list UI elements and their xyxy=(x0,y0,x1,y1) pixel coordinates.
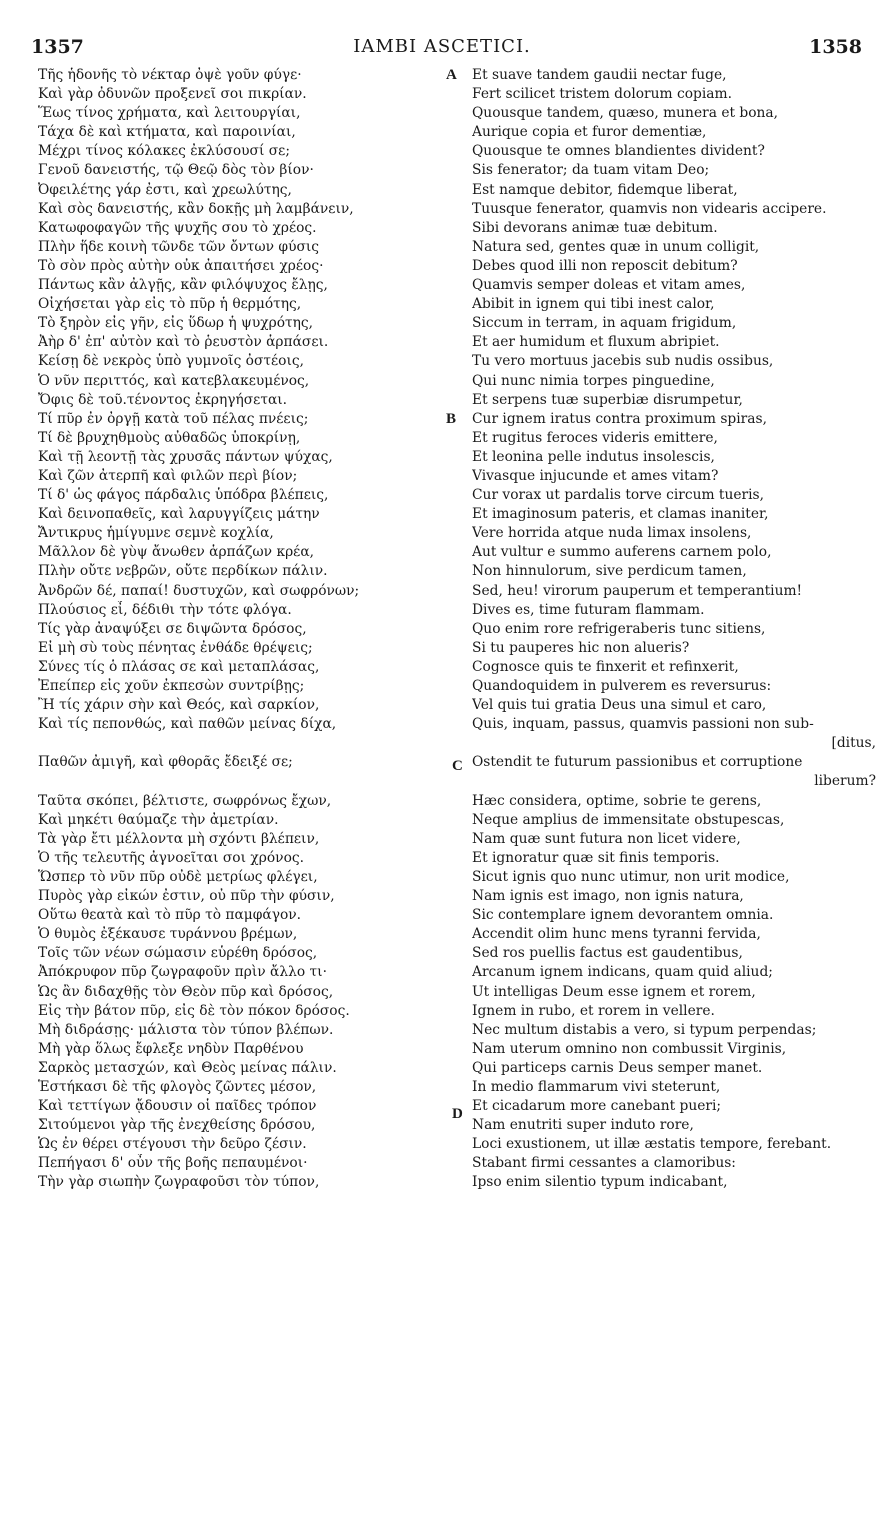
greek-verse-line: Τί δὲ βρυχηθμοὺς αὐθαδῶς ὑποκρίνῃ, xyxy=(38,429,301,446)
greek-verse-line: Ἀπόκρυφον πῦρ ζωγραφοῦν πρὶν ἄλλο τι· xyxy=(38,964,327,981)
section-marker-a: A xyxy=(446,67,457,83)
latin-verse-line: Sic contemplare ignem devorantem omnia. xyxy=(472,907,774,924)
latin-verse-line: Natura sed, gentes quæ in unum colligit, xyxy=(472,238,760,255)
greek-verse-line: Πλὴν οὔτε νεβρῶν, οὔτε περδίκων πάλιν. xyxy=(38,563,328,580)
greek-verse-line: Τίς γὰρ ἀναψύξει σε διψῶντα δρόσος, xyxy=(38,620,307,637)
latin-verse-line: Fert scilicet tristem dolorum copiam. xyxy=(472,86,732,103)
greek-verse-line: Ὀφειλέτης γάρ ἐστι, καὶ χρεωλύτης, xyxy=(38,181,292,198)
latin-verse-line: Et imaginosum pateris, et clamas inaniter, xyxy=(472,506,769,523)
greek-verse-line: Καὶ τῇ λεοντῇ τὰς χρυσᾶς πάντων ψύχας, xyxy=(38,448,333,465)
greek-verse-line: Εἰς τὴν βάτον πῦρ, εἰς δὲ τὸν πόκον δρόσος. xyxy=(38,1002,350,1019)
latin-verse-line: Quamvis semper doleas et vitam ames, xyxy=(472,277,746,294)
latin-verse-line: Qui particeps carnis Deus semper manet. xyxy=(472,1059,763,1076)
greek-verse-line: Καὶ σὸς δανειστής, κἂν δοκῇς μὴ λαμβάνειν, xyxy=(38,200,354,217)
greek-column xyxy=(38,66,458,1193)
latin-verse-line: Vivasque injucunde et ames vitam? xyxy=(472,467,719,484)
greek-verse-line: Τί πῦρ ἐν ὀργῇ κατὰ τοῦ πέλας πνέεις; xyxy=(38,410,309,427)
greek-verse-line: Πεπήγασι δ' οὖν τῆς βοῆς πεπαυμένοι· xyxy=(38,1155,308,1172)
greek-verse-line: Πυρὸς γὰρ εἰκών ἐστιν, οὐ πῦρ τὴν φύσιν, xyxy=(38,888,335,905)
latin-verse-line: Et cicadarum more canebant pueri; xyxy=(472,1098,722,1115)
section-marker-d: D xyxy=(452,1106,463,1122)
latin-verse-line: Qui nunc nimia torpes pinguedine, xyxy=(472,372,715,389)
latin-verse-line: Et leonina pelle indutus insolescis, xyxy=(472,448,715,465)
greek-verse-line: Γενοῦ δανειστής, τῷ Θεῷ δὸς τὸν βίον· xyxy=(38,162,314,179)
greek-verse-line: Τῆς ἡδονῆς τὸ νέκταρ ὀψὲ γοῦν φύγε· xyxy=(38,67,302,83)
greek-verse-line: Ἄντικρυς ἡμίγυμνε σεμνὲ κοχλία, xyxy=(38,525,274,542)
section-marker-b: B xyxy=(446,411,457,427)
latin-verse-line: Cur vorax ut pardalis torve circum tueris, xyxy=(472,487,765,504)
latin-verse-line: Ostendit te futurum passionibus et corruptione xyxy=(472,754,803,771)
greek-verse-line: Πάντως κἂν ἀλγῇς, κἂν φιλόψυχος ἔλῃς, xyxy=(38,277,328,294)
latin-verse-line: Et rugitus feroces videris emittere, xyxy=(472,429,718,446)
greek-verse-line: Τάχα δὲ καὶ κτήματα, καὶ παροινίαι, xyxy=(38,124,296,141)
latin-verse-line: Nam quæ sunt futura non licet videre, xyxy=(472,830,741,847)
latin-verse-line: Si tu pauperes hic non alueris? xyxy=(472,639,690,656)
greek-block-3 xyxy=(38,792,458,1193)
greek-verse-line: Ὁ τῆς τελευτῆς ἀγνοεῖται σοι χρόνος. xyxy=(38,849,304,866)
latin-verse-line: Aut vultur e summo auferens carnem polo, xyxy=(472,544,772,561)
greek-spacer xyxy=(38,734,458,753)
latin-verse-line: In medio flammarum vivi steterunt, xyxy=(472,1078,721,1095)
greek-verse-line: Ἀνδρῶν δέ, παπαί! δυστυχῶν, καὶ σωφρόνων; xyxy=(38,582,360,599)
latin-verse-line: Arcanum ignem indicans, quam quid aliud; xyxy=(472,964,773,981)
greek-verse-line: Ἕως τίνος χρήματα, καὶ λειτουργίαι, xyxy=(38,105,301,122)
latin-verse-line: Vere horrida atque nuda limax insolens, xyxy=(472,525,752,542)
greek-verse-line: Καὶ τίς πεπονθώς, καὶ παθῶν μείνας δίχα, xyxy=(38,716,337,733)
latin-verse-line: Sed ros puellis factus est gaudentibus, xyxy=(472,945,743,962)
greek-verse-line: Κατωφοφαγῶν τῆς ψυχῆς σου τὸ χρέος. xyxy=(38,219,317,236)
greek-verse-line: Μὴ διδράσῃς· μάλιστα τὸν τύπον βλέπων. xyxy=(38,1021,334,1038)
latin-verse-line: Et suave tandem gaudii nectar fuge, xyxy=(472,67,727,83)
greek-verse-line: Πλὴν ἥδε κοινὴ τῶνδε τῶν ὄντων φύσις xyxy=(38,238,320,255)
latin-verse-line: Nam ignis est imago, non ignis natura, xyxy=(472,888,744,905)
greek-verse-line: Ὡς ἐν θέρει στέγουσι τὴν δεῦρο ζέσιν. xyxy=(38,1136,307,1153)
running-title: IAMBI ASCETICI. xyxy=(353,36,531,57)
latin-verse-line: Ipso enim silentio typum indicabant, xyxy=(472,1174,728,1191)
latin-verse-line: Nam uterum omnino non combussit Virginis, xyxy=(472,1040,787,1057)
latin-verse-line: Quousque te omnes blandientes divident? xyxy=(472,143,765,160)
greek-verse-line: Καὶ γὰρ ὀδυνῶν προξενεῖ σοι πικρίαν. xyxy=(38,86,307,103)
latin-verse-line: Quousque tandem, quæso, munera et bona, xyxy=(472,105,779,122)
latin-verse-line: Sed, heu! virorum pauperum et temperantium! xyxy=(472,582,803,599)
latin-verse-line: Siccum in terram, in aquam frigidum, xyxy=(472,315,737,332)
greek-verse-line: Πλούσιος εἶ, δέδιθι τὴν τότε φλόγα. xyxy=(38,601,292,618)
greek-verse-line: Τί δ' ὡς φάγος πάρδαλις ὑπόδρα βλέπεις, xyxy=(38,487,329,504)
latin-verse-line: Sicut ignis quo nunc utimur, non urit modice, xyxy=(472,868,790,885)
latin-verse-line: Et aer humidum et fluxum abripiet. xyxy=(472,334,720,351)
greek-spacer xyxy=(38,772,458,791)
left-page-number: 1357 xyxy=(31,36,84,58)
latin-verse-line: Est namque debitor, fidemque liberat, xyxy=(472,181,738,198)
greek-verse-line: Ὁ θυμὸς ἐξέκαυσε τυράννου βρέμων, xyxy=(38,926,298,943)
latin-verse-line: liberum? xyxy=(814,773,876,790)
greek-verse-line: Σιτούμενοι γὰρ τῆς ἐνεχθείσης δρόσου, xyxy=(38,1117,316,1134)
latin-verse-line: Ignem in rubo, et rorem in vellere. xyxy=(472,1002,715,1019)
greek-block-1 xyxy=(38,66,458,734)
latin-verse-line: Quo enim rore refrigeraberis tunc sitiens, xyxy=(472,620,766,637)
latin-verse-line: Quandoquidem in pulverem es reversurus: xyxy=(472,678,772,694)
latin-verse-line: Tuusque fenerator, quamvis non videaris accipere. xyxy=(472,200,827,217)
latin-verse-line: Quis, inquam, passus, quamvis passioni non sub- xyxy=(472,716,814,733)
greek-verse-line: Καὶ τεττίγων ᾄδουσιν οἱ παῖδες τρόπον xyxy=(38,1098,317,1115)
greek-verse-line: Ἑστήκασι δὲ τῆς φλογὸς ζῶντες μέσον, xyxy=(38,1078,317,1095)
latin-verse-line: Loci exustionem, ut illæ æstatis tempore, ferebant. xyxy=(472,1136,832,1153)
latin-verse-line: Ut intelligas Deum esse ignem et rorem, xyxy=(472,983,756,1000)
page-header xyxy=(0,36,884,62)
latin-block-2 xyxy=(472,792,884,1193)
greek-verse-line: Καὶ μηκέτι θαύμαζε τὴν ἀμετρίαν. xyxy=(38,811,279,828)
greek-verse-line: Καὶ ζῶν ἀτερπῆ καὶ φιλῶν περὶ βίον; xyxy=(38,467,298,484)
greek-verse-line: Παθῶν ἀμιγῆ, καὶ φθορᾶς ἔδειξέ σε; xyxy=(38,754,293,771)
latin-verse-line: Vel quis tui gratia Deus una simul et caro, xyxy=(472,697,767,714)
latin-verse-line: Nec multum distabis a vero, si typum perpendas; xyxy=(472,1021,817,1038)
latin-verse-line: Dives es, time futuram flammam. xyxy=(472,601,705,618)
latin-verse-line: Sibi devorans animæ tuæ debitum. xyxy=(472,219,718,236)
latin-verse-line: Hæc considera, optime, sobrie te gerens, xyxy=(472,792,762,809)
greek-verse-line: Σαρκὸς μετασχών, καὶ Θεὸς μείνας πάλιν. xyxy=(38,1059,337,1076)
greek-verse-line: Ὁ νῦν περιττός, καὶ κατεβλακευμένος, xyxy=(38,372,310,389)
greek-verse-line: Τὸ ξηρὸν εἰς γῆν, εἰς ὕδωρ ἡ ψυχρότης, xyxy=(38,315,314,332)
greek-verse-line: Κείσῃ δὲ νεκρὸς ὑπὸ γυμνοῖς ὀστέοις, xyxy=(38,353,305,370)
greek-verse-line: Τὰ γὰρ ἔτι μέλλοντα μὴ σχόντι βλέπειν, xyxy=(38,830,320,847)
greek-verse-line: Καὶ δεινοπαθεῖς, καὶ λαρυγγίζεις μάτην xyxy=(38,506,320,523)
latin-verse-line: Et serpens tuæ superbiæ disrumpetur, xyxy=(472,391,743,408)
latin-verse-line: Cur ignem iratus contra proximum spiras, xyxy=(472,410,767,427)
latin-verse-line: [ditus, xyxy=(831,735,876,752)
greek-verse-line: Ἀὴρ δ' ἐπ' αὐτὸν καὶ τὸ ῥευστὸν ἁρπάσει. xyxy=(38,334,329,351)
greek-verse-line: Μέχρι τίνος κόλακες ἐκλύσουσί σε; xyxy=(38,143,290,160)
latin-verse-line: Neque amplius de immensitate obstupescas, xyxy=(472,811,785,828)
greek-block-2 xyxy=(38,753,458,772)
section-marker-c: C xyxy=(452,758,463,774)
greek-verse-line: Τὸ σὸν πρὸς αὐτὴν οὐκ ἀπαιτήσει χρέος· xyxy=(38,257,324,274)
greek-verse-line: Ὄφις δὲ τοῦ.τένοντος ἐκρηγήσεται. xyxy=(38,391,288,408)
greek-verse-line: Ταῦτα σκόπει, βέλτιστε, σωφρόνως ἔχων, xyxy=(38,792,332,809)
greek-verse-line: Ὡς ἂν διδαχθῇς τὸν Θεὸν πῦρ καὶ δρόσος, xyxy=(38,983,334,1000)
latin-verse-line: Accendit olim hunc mens tyranni fervida, xyxy=(472,926,761,943)
greek-verse-line: Τοῖς τῶν νέων σώμασιν εὑρέθη δρόσος, xyxy=(38,945,318,962)
greek-verse-line: Ὥσπερ τὸ νῦν πῦρ οὐδὲ μετρίως φλέγει, xyxy=(38,868,318,885)
latin-verse-line: Aurique copia et furor dementiæ, xyxy=(472,124,707,141)
greek-verse-line: Τὴν γὰρ σιωπὴν ζωγραφοῦσι τὸν τύπον, xyxy=(38,1174,320,1191)
greek-verse-line: Εἰ μὴ σὺ τοὺς πένητας ἐνθάδε θρέψεις; xyxy=(38,639,313,656)
greek-verse-line: Σύνες τίς ὁ πλάσας σε καὶ μεταπλάσας, xyxy=(38,658,320,675)
latin-verse-line: Abibit in ignem qui tibi inest calor, xyxy=(472,296,715,313)
latin-verse-line: Sis fenerator; da tuam vitam Deo; xyxy=(472,162,710,179)
latin-block-1 xyxy=(472,66,884,792)
greek-verse-line: Ἐπείπερ εἰς χοῦν ἐκπεσὼν συντρίβῃς; xyxy=(38,678,305,694)
latin-verse-line: Cognosce quis te finxerit et refinxerit, xyxy=(472,658,739,675)
greek-verse-line: Οὕτω θεατὰ καὶ τὸ πῦρ τὸ παμφάγον. xyxy=(38,907,302,924)
latin-verse-line: Nam enutriti super induto rore, xyxy=(472,1117,694,1134)
greek-verse-line: Οἰχήσεται γὰρ εἰς τὸ πῦρ ἡ θερμότης, xyxy=(38,296,302,313)
greek-verse-line: Μὴ γὰρ ὅλως ἔφλεξε νηδὺν Παρθένου xyxy=(38,1040,304,1057)
greek-verse-line: Ἢ τίς χάριν σὴν καὶ Θεός, καὶ σαρκίον, xyxy=(38,697,320,714)
latin-verse-line: Et ignoratur quæ sit finis temporis. xyxy=(472,849,720,866)
latin-verse-line: Stabant firmi cessantes a clamoribus: xyxy=(472,1155,736,1172)
greek-verse-line: Μᾶλλον δὲ γὺψ ἄνωθεν ἁρπάζων κρέα, xyxy=(38,544,315,561)
right-page-number: 1358 xyxy=(809,36,862,58)
latin-verse-line: Non hinnulorum, sive perdicum tamen, xyxy=(472,563,747,580)
latin-verse-line: Tu vero mortuus jacebis sub nudis ossibus, xyxy=(472,353,774,370)
latin-column xyxy=(472,66,884,1193)
latin-verse-line: Debes quod illi non reposcit debitum? xyxy=(472,257,738,274)
